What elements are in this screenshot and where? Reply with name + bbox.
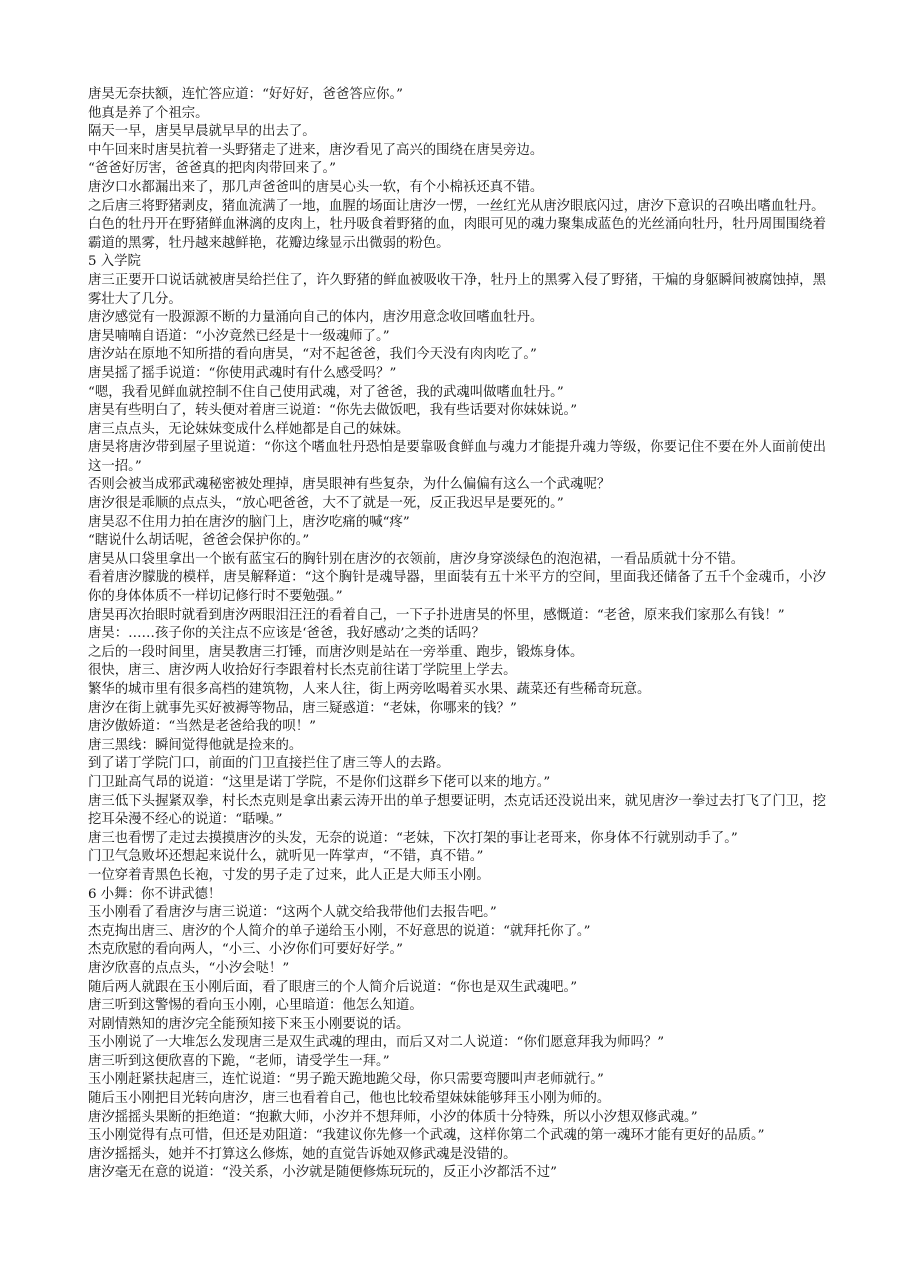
paragraph: “嗯，我看见鲜血就控制不住自己使用武魂，对了爸爸，我的武魂叫做嗜血牡丹。” — [88, 384, 564, 400]
paragraph: 隔天一早，唐昊早晨就早早的出去了。 — [88, 124, 316, 140]
paragraph: 唐昊再次抬眼时就看到唐汐两眼泪汪汪的看着自己，一下子扑进唐昊的怀里，感慨道：“老爸，原来我们家那么有钱！” — [88, 607, 785, 623]
paragraph: 唐汐摇摇头果断的拒绝道：“抱歉大师，小汐并不想拜师，小汐的体质十分特殊，所以小汐想双修武魂。” — [88, 1109, 698, 1125]
paragraph: 唐三黑线：瞬间觉得他就是捡来的。 — [88, 737, 303, 753]
paragraph: 杰克欣慰的看向两人，“小三、小汐你们可要好好学。” — [88, 942, 403, 958]
paragraph: 唐汐在街上就事先买好被褥等物品，唐三疑惑道：“老妹，你哪来的钱？” — [88, 700, 517, 716]
paragraph: 唐汐口水都漏出来了，那几声爸爸叫的唐昊心头一软，有个小棉袄还真不错。 — [88, 179, 544, 195]
paragraph: 唐三也看愣了走过去摸摸唐汐的头发，无奈的说道：“老妹，下次打架的事让老哥来，你身体不行就别动手了。” — [88, 830, 738, 846]
paragraph: 唐汐感觉有一股源源不断的力量涌向自己的体内，唐汐用意念收回嗜血牡丹。 — [88, 310, 544, 326]
paragraph: “爸爸好厉害，爸爸真的把肉肉带回来了。” — [88, 161, 337, 177]
paragraph: 之后唐三将野猪剥皮，猪血流满了一地，血腥的场面让唐汐一愣，一丝红光从唐汐眼底闪过，唐汐下意识的召唤出嗜血牡丹。 — [88, 198, 825, 214]
paragraph: 一位穿着青黑色长袍，寸发的男子走了过来，此人正是大师玉小刚。 — [88, 867, 490, 883]
paragraph: “瞎说什么胡话呢，爸爸会保护你的。” — [88, 533, 310, 549]
paragraph: 唐昊有些明白了，转头便对着唐三说道：“你先去做饭吧，我有些话要对你妹妹说。” — [88, 403, 578, 419]
paragraph: 唐昊忍不住用力拍在唐汐的脑门上，唐汐吃痛的喊“疼” — [88, 514, 410, 530]
paragraph: 唐昊喃喃自语道：“小汐竟然已经是十一级魂师了。” — [88, 328, 390, 344]
paragraph: 白色的牡丹开在野猪鲜血淋漓的皮肉上，牡丹吸食着野猪的血，肉眼可见的魂力聚集成蓝色的光丝涌向牡丹，牡丹周围围绕着霸道的黑雾，牡丹越来越鲜艳，花瓣边缘显示出微弱的粉色。 — [88, 217, 826, 251]
paragraph: 他真是养了个祖宗。 — [88, 105, 209, 121]
paragraph: 到了诺丁学院门口，前面的门卫直接拦住了唐三等人的去路。 — [88, 756, 450, 772]
paragraph: 唐汐站在原地不知所措的看向唐昊，“对不起爸爸，我们今天没有肉肉吃了。” — [88, 347, 537, 363]
paragraph: 唐昊从口袋里拿出一个嵌有蓝宝石的胸针别在唐汐的衣领前，唐汐身穿淡绿色的泡泡裙，一看品质就十分不错。 — [88, 551, 745, 567]
paragraph: 随后玉小刚把目光转向唐汐，唐三也看着自己，他也比较希望妹妹能够拜玉小刚为师的。 — [88, 1091, 611, 1107]
paragraph: 唐三点点头，无论妹妹变成什么样她都是自己的妹妹。 — [88, 421, 410, 437]
paragraph: 唐三听到这警惕的看向玉小刚，心里暗道：他怎么知道。 — [88, 998, 423, 1014]
paragraph: 唐昊摇了摇手说道：“你使用武魂时有什么感受吗？” — [88, 365, 397, 381]
paragraph: 唐三听到这便欣喜的下跪，“老师，请受学生一拜。” — [88, 1053, 390, 1069]
paragraph: 唐三低下头握紧双拳，村长杰克则是拿出素云涛开出的单子想要证明，杰克话还没说出来，就见唐汐一拳过去打飞了门卫，挖挖耳朵漫不经心的说道：“聒噪。” — [88, 793, 826, 828]
paragraph: 玉小刚赶紧扶起唐三，连忙说道：“男子跪天跪地跪父母，你只需要弯腰叫声老师就行。” — [88, 1072, 604, 1088]
paragraph: 很快，唐三、唐汐两人收拾好行李跟着村长杰克前往诺丁学院里上学去。 — [88, 663, 517, 679]
paragraph: 门卫气急败坏还想起来说什么，就听见一阵掌声，“不错，真不错。” — [88, 849, 484, 865]
paragraph: 唐汐毫无在意的说道：“没关系，小汐就是随便修炼玩玩的，反正小汐都活不过” — [88, 1165, 557, 1181]
document-body — [88, 86, 826, 1183]
paragraph: 门卫趾高气昂的说道：“这里是诺丁学院，不是你们这群乡下佬可以来的地方。” — [88, 774, 551, 790]
paragraph: 中午回来时唐昊抗着一头野猪走了进来，唐汐看见了高兴的围绕在唐昊旁边。 — [88, 142, 544, 158]
paragraph: 否则会被当成邪武魂秘密被处理掉，唐昊眼神有些复杂，为什么偏偏有这么一个武魂呢？ — [88, 477, 611, 493]
paragraph: 唐三正要开口说话就被唐昊给拦住了，许久野猪的鲜血被吸收干净，牡丹上的黑雾入侵了野猪，干煸的身躯瞬间被腐蚀掉，黑雾壮大了几分。 — [88, 272, 826, 307]
paragraph: 唐昊：……孩子你的关注点不应该是‘爸爸，我好感动’之类的话吗？ — [88, 626, 485, 642]
paragraph: 玉小刚说了一大堆怎么发现唐三是双生武魂的理由，而后又对二人说道：“你们愿意拜我为师吗？” — [88, 1035, 665, 1051]
paragraph: 之后的一段时间里，唐昊教唐三打锤，而唐汐则是站在一旁举重、跑步，锻炼身体。 — [88, 644, 584, 660]
paragraph: 玉小刚看了看唐汐与唐三说道：“这两个人就交给我带他们去报告吧。” — [88, 905, 497, 921]
paragraph: 杰克掏出唐三、唐汐的个人简介的单子递给玉小刚，不好意思的说道：“就拜托你了。” — [88, 923, 591, 939]
paragraph: 对剧情熟知的唐汐完全能预知接下来玉小刚要说的话。 — [88, 1016, 410, 1032]
paragraph: 唐汐欣喜的点点头，“小汐会哒！” — [88, 960, 290, 976]
paragraph: 玉小刚觉得有点可惜，但还是劝阻道：“我建议你先修一个武魂，这样你第二个武魂的第一魂环才能有更好的品质。” — [88, 1128, 765, 1144]
paragraph: 繁华的城市里有很多高档的建筑物，人来人往，街上两旁吆喝着买水果、蔬菜还有些稀奇玩意。 — [88, 682, 651, 697]
paragraph: 唐汐傲娇道：“当然是老爸给我的呗！” — [88, 719, 316, 735]
paragraph: 唐昊将唐汐带到屋子里说道：“你这个嗜血牡丹恐怕是要靠吸食鲜血与魂力才能提升魂力等级，你要记住不要在外人面前使出这一招。” — [88, 440, 826, 474]
paragraph: 随后两人就跟在玉小刚后面，看了眼唐三的个人简介后说道：“你也是双生武魂吧。” — [88, 979, 578, 995]
chapter-heading: 5 入学院 — [88, 254, 141, 270]
paragraph: 唐昊无奈扶额，连忙答应道：“好好好，爸爸答应你。” — [88, 87, 403, 102]
paragraph: 唐汐很是乖顺的点点头，“放心吧爸爸，大不了就是一死，反正我迟早是要死的。” — [88, 496, 564, 512]
chapter-heading: 6 小舞：你不讲武德！ — [88, 886, 222, 902]
paragraph: 唐汐摇摇头，她并不打算这么修炼，她的直觉告诉她双修武魂是没错的。 — [88, 1146, 517, 1162]
paragraph: 看着唐汐朦胧的模样，唐昊解释道：“这个胸针是魂导器，里面装有五十米平方的空间，里面我还储备了五千个金魂币，小汐你的身体体质不一样切记修行时不要勉强。” — [88, 570, 826, 605]
